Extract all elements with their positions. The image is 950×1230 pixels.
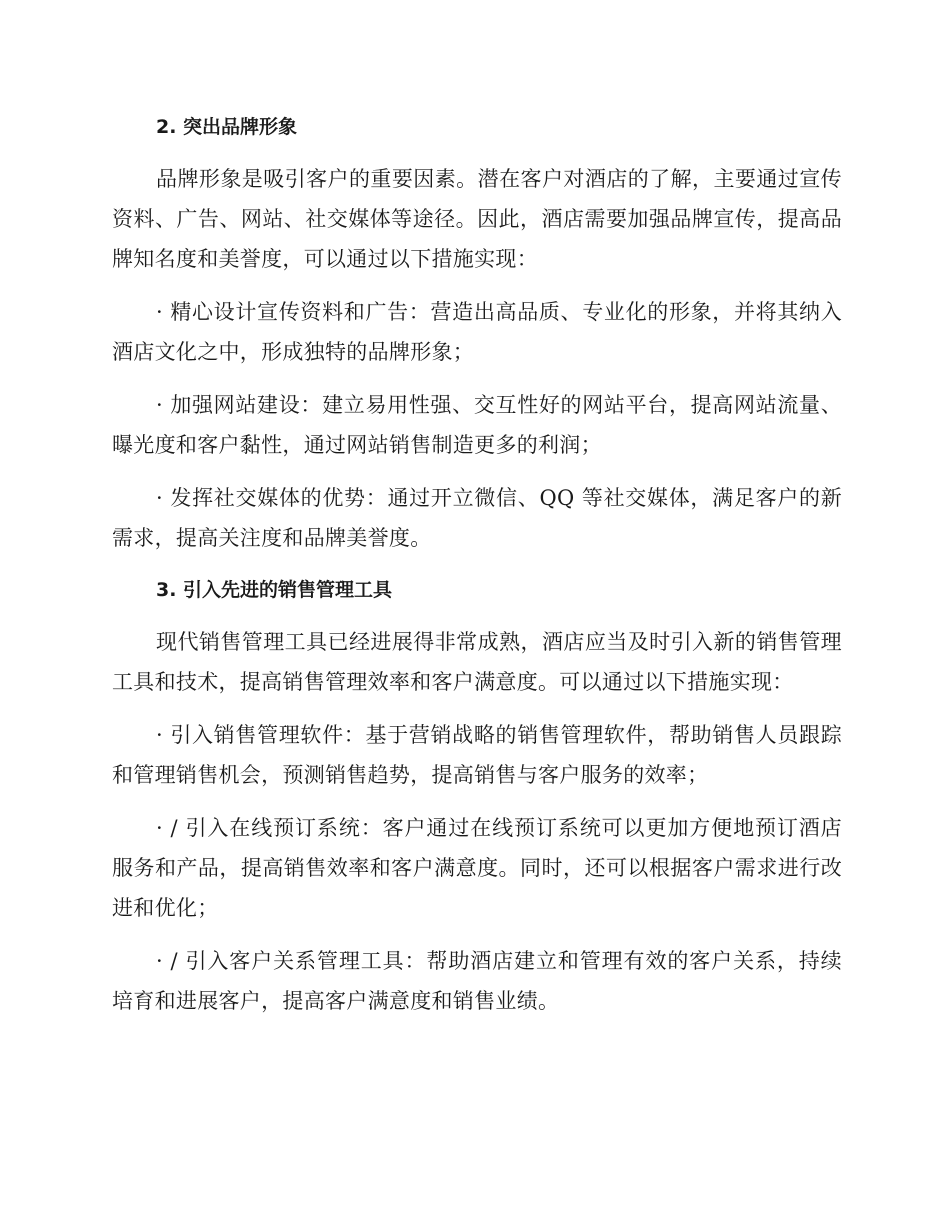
bullet-crm-tools: · / 引入客户关系管理工具：帮助酒店建立和管理有效的客户关系，持续培育和进展客户，提高客户满意度和销售业绩。 [112,949,842,1013]
bullet-promo-materials: · 精心设计宣传资料和广告：营造出高品质、专业化的形象，并将其纳入酒店文化之中，形成独特的品牌形象； [112,300,842,364]
section-heading-brand-image: 2. 突出品牌形象 [156,116,298,138]
bullet-website: · 加强网站建设：建立易用性强、交互性好的网站平台，提高网站流量、曝光度和客户黏性，通过网站销售制造更多的利润； [112,393,842,457]
bullet-sales-software: · 引入销售管理软件：基于营销战略的销售管理软件，帮助销售人员跟踪和管理销售机会，预测销售趋势，提高销售与客户服务的效率； [112,723,842,787]
paragraph-sales-tools-intro: 现代销售管理工具已经进展得非常成熟，酒店应当及时引入新的销售管理工具和技术，提高销售管理效率和客户满意度。可以通过以下措施实现： [112,630,842,694]
paragraph-brand-intro: 品牌形象是吸引客户的重要因素。潜在客户对酒店的了解，主要通过宣传资料、广告、网站、社交媒体等途径。因此，酒店需要加强品牌宣传，提高品牌知名度和美誉度，可以通过以下措施实现： [112,167,842,271]
bullet-social-media: · 发挥社交媒体的优势：通过开立微信、QQ 等社交媒体，满足客户的新需求，提高关注度和品牌美誉度。 [112,486,842,550]
section-heading-sales-tools: 3. 引入先进的销售管理工具 [156,579,393,601]
bullet-online-booking: · / 引入在线预订系统：客户通过在线预订系统可以更加方便地预订酒店服务和产品，提高销售效率和客户满意度。同时，还可以根据客户需求进行改进和优化； [112,816,842,920]
document-body [112,108,842,1034]
